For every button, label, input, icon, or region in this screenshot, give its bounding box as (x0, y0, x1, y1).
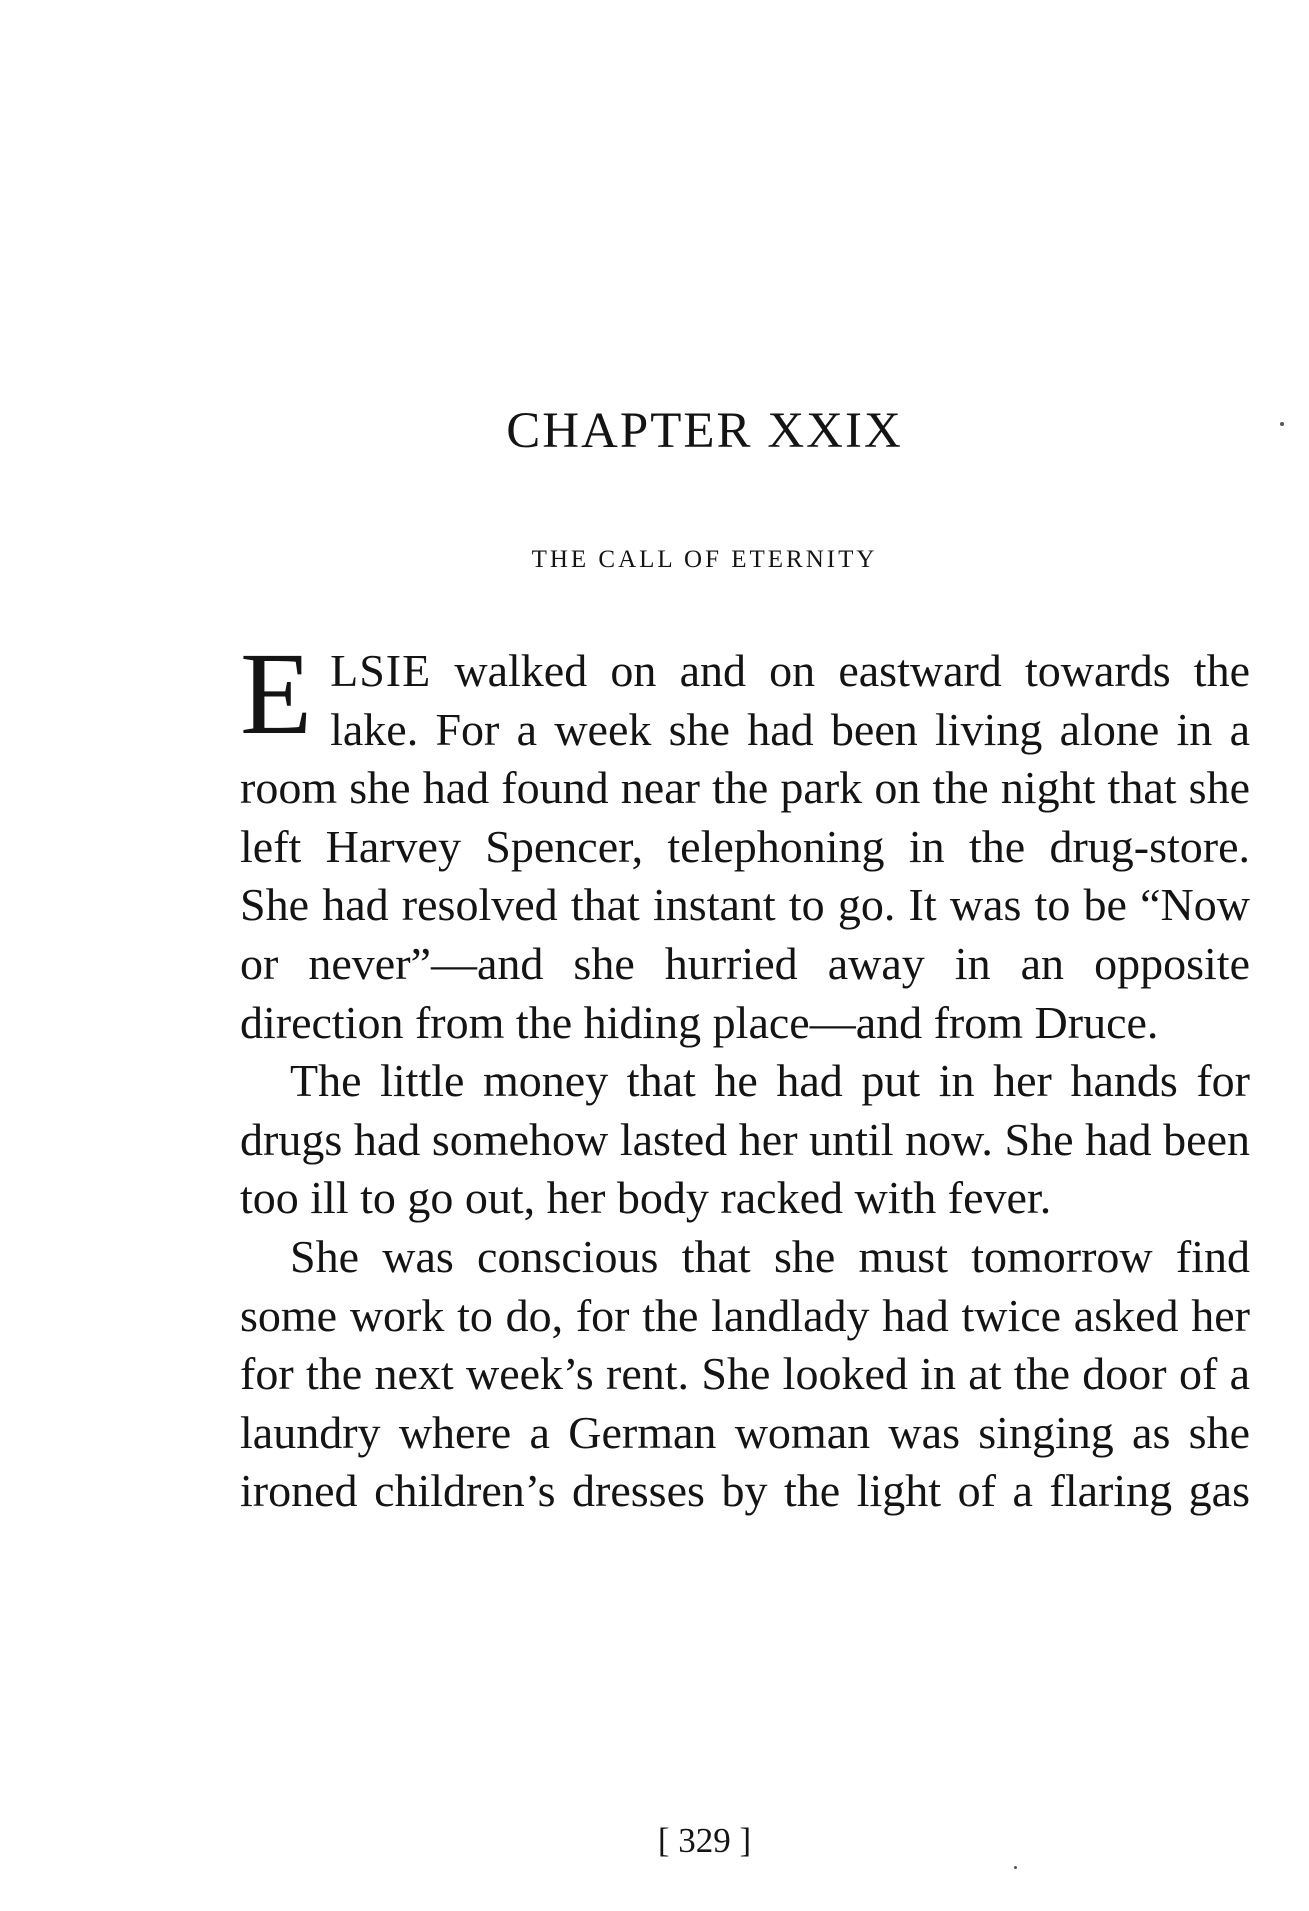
opening-caps: LSIE (330, 645, 432, 696)
paragraph-1-text: walked on and on eastward towards the lake. For a week she had been living alone in a room she had found near the park on the night that she left Harvey Spencer, telephoning in the drug-store. She had resolved that instant to go. It was to be “Now or never”—and she hurried away in an opposite direction from the hiding place—and from Druce. (240, 645, 1250, 1048)
paragraph-1 (240, 628, 1250, 1052)
print-speck (1280, 422, 1284, 426)
body-text (240, 628, 1250, 1521)
paragraph-2: The little money that he had put in her hands for drugs had somehow lasted her until now. She had been too ill to go out, her body racked with fever. (240, 1055, 1250, 1224)
chapter-heading: CHAPTER XXIX (506, 403, 903, 459)
page-number: [ 329 ] (657, 1821, 752, 1860)
paragraph-3: She was conscious that she must tomorrow find some work to do, for the landlady had twice asked her for the next week’s rent. She looked in at the door of a laundry where a German woman was singing as she ironed children’s dresses by the light of a flaring gas (240, 1230, 1250, 1517)
chapter-subtitle: THE CALL OF ETERNITY (531, 546, 878, 573)
drop-cap: E (240, 628, 313, 759)
print-speck (1014, 1866, 1017, 1869)
